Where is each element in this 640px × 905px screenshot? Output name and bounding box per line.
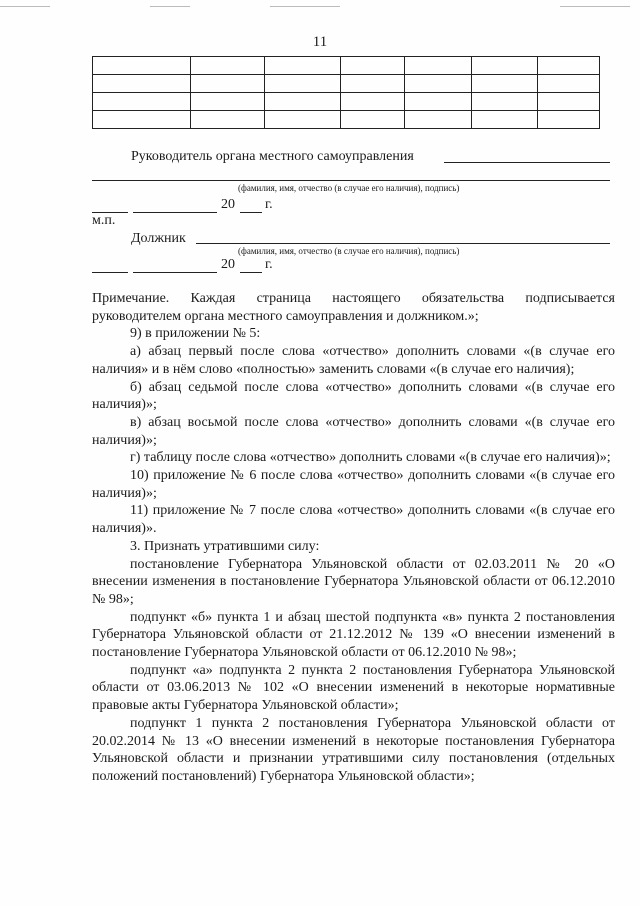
paragraph: в) абзац восьмой после слова «отчество» дополнить словами «(в случае его наличия)»; — [92, 414, 615, 448]
debtor-signature-line — [196, 243, 610, 244]
paragraph: подпункт «б» пункта 1 и абзац шестой подпункта «в» пункта 2 постановления Губернатора Ульяновской области от 21.12.2012 № 139 «О внесении изменений в постановление Губернатора Ульяновской области от 06.12.2010 № 98»; — [92, 609, 615, 661]
paragraph: постановление Губернатора Ульяновской области от 02.03.2011 № 20 «О внесении изменения в постановление Губернатора Ульяновской области от 06.12.2010 № 98»; — [92, 556, 615, 607]
table-row — [93, 57, 600, 75]
scan-edge-mark — [0, 6, 50, 7]
scan-edge-mark — [270, 6, 340, 7]
date-year-prefix: 20 — [221, 197, 235, 212]
date-year-prefix: 20 — [221, 257, 235, 272]
date-day-line — [92, 272, 128, 273]
paragraph: а) абзац первый после слова «отчество» дополнить словами «(в случае его наличия» и в нём слово «полностью» заменить словами «(в случае его наличия); — [92, 344, 615, 377]
paragraph: б) абзац седьмой после слова «отчество» дополнить словами «(в случае его наличия)»; — [92, 379, 615, 413]
head-signature-line — [444, 162, 610, 163]
page-number: 11 — [312, 34, 328, 50]
debtor-label: Должник — [131, 231, 186, 246]
date-year-suffix: г. — [265, 197, 273, 212]
paragraph: 10) приложение № 6 после слова «отчество» дополнить словами «(в случае его наличия)»; — [92, 468, 615, 501]
head-label: Руководитель органа местного самоуправления — [131, 149, 414, 164]
head-name-hint: (фамилия, имя, отчество (в случае его наличия), подпись) — [238, 183, 460, 193]
paragraph: 3. Признать утратившими силу: — [130, 538, 320, 554]
stamp-label: м.п. — [92, 213, 116, 228]
table-row — [93, 93, 600, 111]
table-row — [93, 75, 600, 93]
date-year-suffix: г. — [265, 257, 273, 272]
table-row — [93, 111, 600, 129]
note-paragraph: Примечание. Каждая страница настоящего обязательства подписывается руководителем органа местного самоуправления и должником.»; — [92, 291, 615, 324]
date-year-line — [240, 272, 262, 273]
scan-edge-mark — [560, 6, 630, 7]
paragraph: 11) приложение № 7 после слова «отчество» дополнить словами «(в случае его наличия)». — [92, 503, 615, 537]
paragraph: подпункт «а» подпункта 2 пункта 2 постановления Губернатора Ульяновской области от 03.06.2013 № 102 «О внесении изменений в некоторые нормативные правовые акты Губернатора Ульяновской области»; — [92, 662, 615, 714]
paragraph: г) таблицу после слова «отчество» дополнить словами «(в случае его наличия)»; — [130, 450, 611, 466]
debtor-name-hint: (фамилия, имя, отчество (в случае его наличия), подпись) — [238, 246, 460, 256]
body-text — [92, 290, 615, 786]
paragraph: 9) в приложении № 5: — [130, 326, 261, 342]
scan-edge-mark — [150, 6, 190, 7]
date-month-line — [133, 272, 217, 273]
empty-table — [92, 56, 600, 129]
paragraph: подпункт 1 пункта 2 постановления Губернатора Ульяновской области от 20.02.2014 № 13 «О внесении изменений в некоторые постановления Губернатора Ульяновской области и признании утратившими силу постановления (отдельных положений постановлений) Губернатора Ульяновской области»; — [92, 715, 615, 784]
date-month-line — [133, 212, 217, 213]
date-year-line — [240, 212, 262, 213]
head-name-line — [92, 180, 610, 181]
